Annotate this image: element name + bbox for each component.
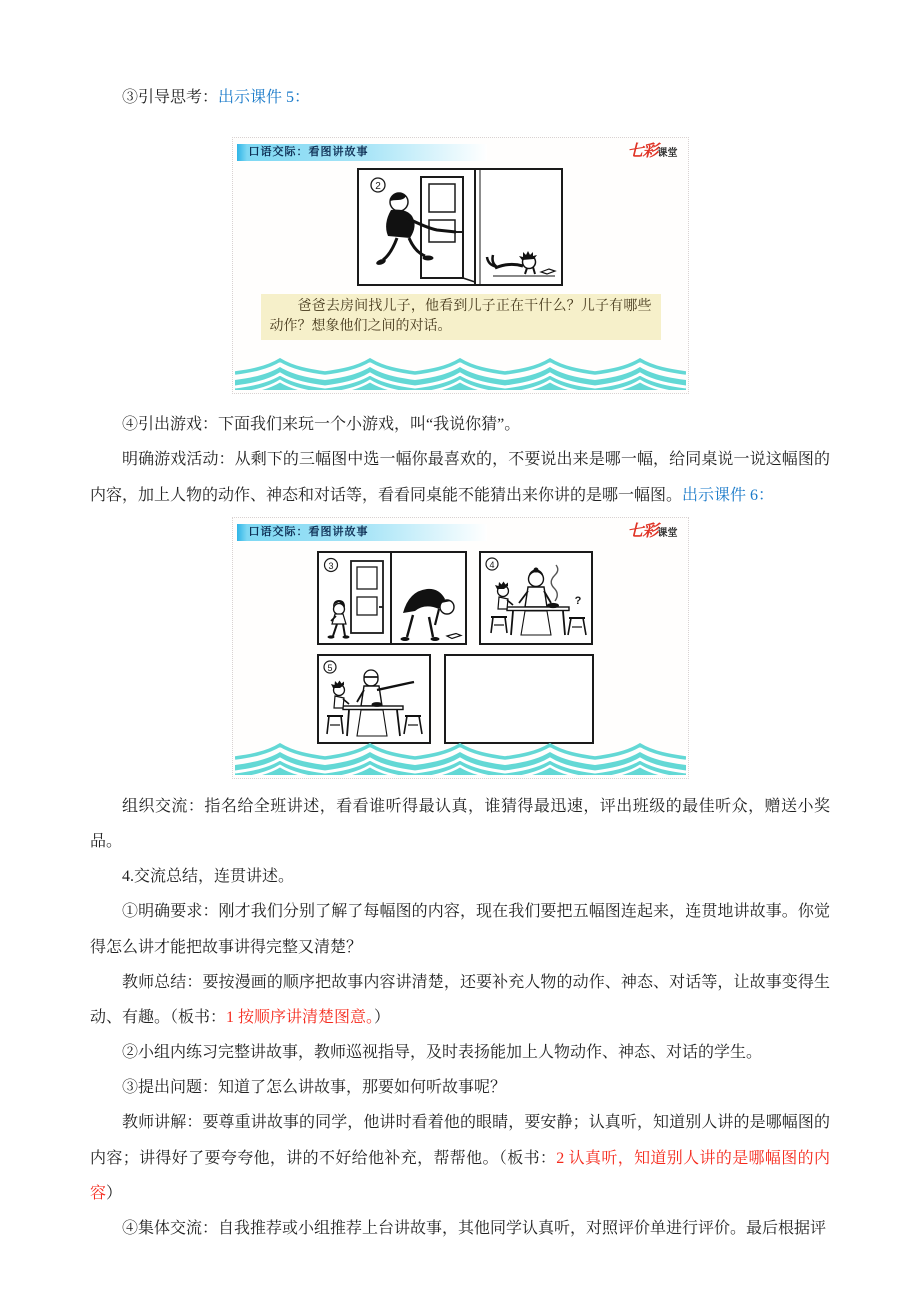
comic-panel-3-child-leaves-man-bends-icon (317, 551, 467, 645)
paragraph-teacher-explanation (90, 1105, 830, 1211)
wave-decoration (235, 358, 686, 390)
comic-panel-2-father-finds-child-icon (357, 168, 563, 286)
slide-caption: 爸爸去房间找儿子，他看到儿子正在干什么？儿子有哪些动作？想象他们之间的对话。 (261, 294, 661, 340)
text-run: 组织交流：指名给全班讲述，看看谁听得最认真，谁猜得最迅速，评出班级的最佳听众，赠送小奖品。 (90, 797, 830, 850)
wave-decoration (235, 743, 686, 775)
comic-panel-empty (444, 654, 594, 744)
door-icon (351, 561, 383, 633)
text-run: 明确游戏活动：从剩下的三幅图中选一幅你最喜欢的，不要说出来是哪一幅，给同桌说一说这幅图的内容，加上人物的动作、神态和对话等，看看同桌能不能猜出来你讲的是哪一幅图。 (90, 451, 830, 504)
logo-text-red: 七彩 (627, 143, 658, 161)
dish-icon (547, 603, 559, 608)
text-run: ④引出游戏：下面我们来玩一个小游戏，叫“我说你猜”。 (122, 416, 521, 434)
board-note-2: 2 认真听，知道别人讲的是哪幅图的内容 (90, 1149, 830, 1202)
paragraph-group-practice (90, 1035, 830, 1070)
paragraph-guide-thinking (90, 80, 830, 115)
courseware-6-link[interactable]: 出示课件 6： (682, 486, 775, 504)
text-run: ③提出问题：知道了怎么讲故事，那要如何听故事呢？ (122, 1079, 507, 1097)
paragraph-game-activity (90, 442, 830, 512)
logo-text-dark: 课堂 (657, 527, 678, 539)
question-mark: ? (574, 594, 581, 607)
text-run: 教师讲解：要尊重讲故事的同学，他讲时看着他的眼睛，要安静；认真听，知道别人讲的是哪幅图的内容；讲得好了要夸夸他，讲的不好给他补充，帮帮他。（板书： (90, 1114, 830, 1167)
text-run: 教师总结：要按漫画的顺序把故事内容讲清楚，还要补充人物的动作、神态、对话等，让故事变得生动、有趣。（板书： (90, 973, 830, 1026)
text-run: ②小组内练习完整讲故事，教师巡视指导，及时表扬能加上人物动作、神态、对话的学生。 (122, 1044, 763, 1062)
courseware-5-link[interactable]: 出示课件 5： (218, 89, 311, 106)
paragraph-raise-question (90, 1070, 830, 1105)
svg-text:4: 4 (488, 559, 495, 570)
svg-text:2: 2 (374, 181, 381, 193)
paragraph-teacher-summary (90, 965, 830, 1035)
qicai-classroom-logo (627, 143, 677, 163)
text-run: ④集体交流：自我推荐或小组推荐上台讲故事，其他同学认真听，对照评价单进行评价。最后根据评 (122, 1220, 827, 1237)
qicai-classroom-logo (627, 523, 677, 543)
comic-panel-4-table-steam-question-icon (479, 551, 593, 645)
svg-text:5: 5 (326, 662, 333, 673)
dish-icon (371, 702, 382, 707)
paragraph-introduce-game (90, 407, 830, 442)
logo-text-dark: 课堂 (657, 148, 678, 160)
comic-panel-5-mother-pointing-icon (317, 654, 431, 744)
paragraph-organize-exchange (90, 789, 830, 859)
courseware-slide-5 (232, 137, 689, 394)
slide-title-bar: 口语交际：看图讲故事 (237, 144, 487, 161)
svg-text:3: 3 (327, 560, 334, 571)
text-run: 4.交流总结，连贯讲述。 (122, 868, 295, 886)
text-run: ①明确要求：刚才我们分别了解了每幅图的内容，现在我们要把五幅图连起来，连贯地讲故事。你觉得怎么讲才能把故事讲得完整又清楚？ (90, 903, 830, 956)
text-run: ③引导思考： (122, 89, 219, 106)
courseware-slide-6 (232, 517, 689, 779)
slide-title-bar: 口语交际：看图讲故事 (237, 524, 487, 541)
paragraph-section-4 (90, 859, 830, 894)
board-note-1: 1 按顺序讲清楚图意。 (226, 1008, 375, 1026)
logo-text-red: 七彩 (627, 522, 658, 540)
paragraph-group-exchange (90, 1211, 830, 1246)
text-run: ） (374, 1008, 391, 1026)
text-run: ） (106, 1184, 123, 1202)
paragraph-clarify-requirements (90, 894, 830, 964)
